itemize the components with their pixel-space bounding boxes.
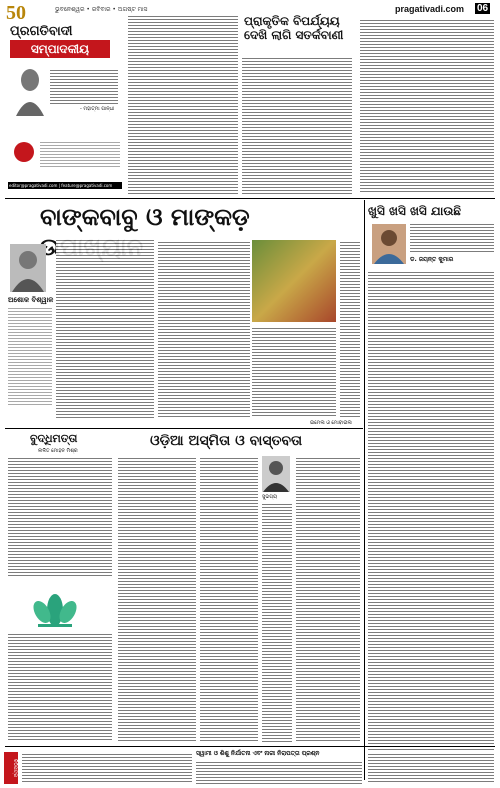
author-photo [10,244,46,292]
bottom-strip-left [22,752,192,784]
main-col-3 [252,326,336,418]
top-right-column [360,18,494,194]
gandhi-quote [50,68,118,104]
main-author: ଅଶୋକ ବିଶ୍ୱାଳ [8,296,54,304]
bottom-story-headline: ଓଡ଼ିଆ ଅସ୍ମିତା ଓ ବାସ୍ତବତା [150,433,303,449]
bottom-col-3 [262,502,292,742]
bottom-strip-right [368,752,494,784]
column-left-author: ଲଳିତ ମୋହନ ମିଶ୍ର [38,448,78,454]
divider-right-vertical [364,200,365,780]
bottom-strip-headline: ସ୍ୱାମୀ ଓ ଶିଶୁ ନିର୍ଯାତନା ଏବଂ ନାରୀ ନିରାପତ୍ତା ପ୍ରଶ୍ନ [196,750,320,757]
top-column-b [242,56,352,194]
main-col-4 [340,240,360,418]
right-author: ଡ. ଜୟନ୍ତ କୁମାର [410,256,454,263]
masthead-info [40,140,120,168]
column-left-text [8,456,112,576]
column-left-text-2 [8,632,112,742]
main-story-photo [252,240,336,322]
divider-top [5,198,495,199]
gandhi-portrait [14,66,46,116]
bottom-col-4 [296,456,360,742]
author-bio [8,306,52,406]
right-story-headline: ଖୁସି ଖସି ଖସି ଯାଉଛି [368,204,461,218]
top-column-a [128,14,238,194]
bottom-author-photo [262,456,290,492]
column-left-headline: ବୁଦ୍ଧିମତ୍ତା [30,432,78,445]
bottom-strip-center [196,760,362,784]
brand-name: ପ୍ରଗତିବାଦୀ [10,24,73,39]
anniversary-number: 50 [6,2,26,24]
page-number: 06 [477,3,489,14]
bottom-author: ସୁଭଗ୍ୟ [262,494,278,500]
email-line[interactable]: editor@pragativadi.com | feature@pragativadi.com [8,182,122,189]
main-col-2 [158,240,250,418]
date-line: ଭୁବନେଶ୍ୱର • ରବିବାର • ଅଗଷ୍ଟ ମାସ [55,6,148,13]
quote-author: - ମହାତ୍ମା ଗାନ୍ଧୀ [80,106,115,112]
divider-bottom [5,746,495,747]
anniversary-logo [6,2,46,22]
section-title: ସମ୍ପାଦକୀୟ [10,40,110,58]
right-author-photo [372,224,406,264]
bottom-col-1 [118,456,196,742]
site-url[interactable]: pragativadi.com [395,4,465,14]
right-col-intro [410,222,494,252]
top-center-headline: ପ୍ରାକୃତିକ ବିପର୍ଯ୍ୟୟ ଦେଖି ଲାଗି ସତର୍କବାଣୀ [244,14,344,42]
newspaper-icon [14,142,34,162]
letters-label: ଚିଠିପତ୍ର [4,752,18,784]
lotus-icon [28,580,82,628]
right-col-body [368,270,494,750]
divider-mid [5,428,363,429]
bottom-col-2 [200,456,258,742]
main-col-1 [56,238,154,418]
main-byline-end: ଇମେଲ ଓ ମୋବାଇଲ [310,420,352,426]
main-story-headline: ବାଙ୍କବାବୁ ଓ ମାଙ୍କଡ଼ [40,203,250,231]
